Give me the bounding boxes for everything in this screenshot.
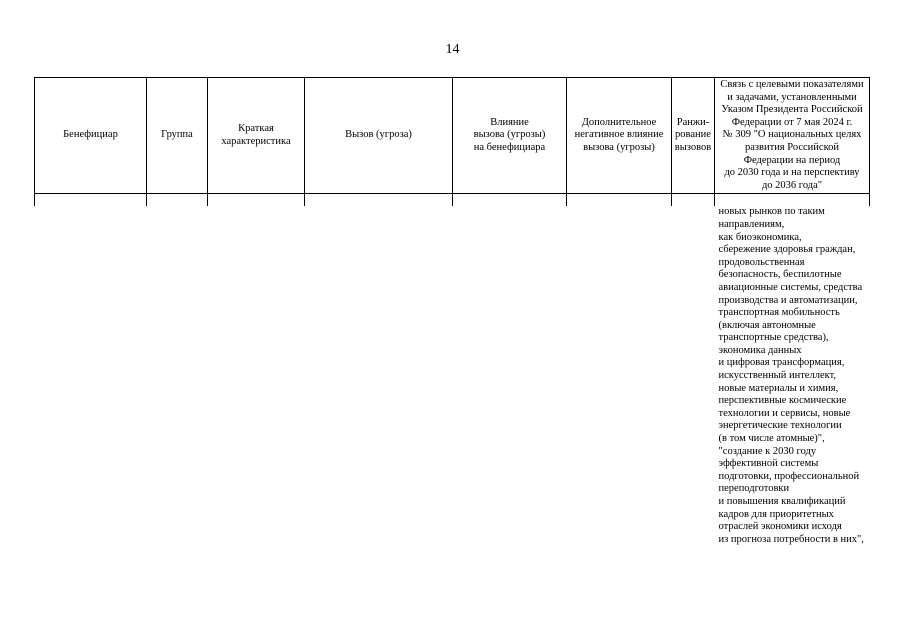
header-short-description: Краткая характеристика <box>208 78 305 194</box>
cell-beneficiary <box>35 206 147 546</box>
cell-ranking <box>672 206 715 546</box>
page-number: 14 <box>445 42 460 57</box>
cell-national-goals-link: новых рынков по таким направлениям, как биоэкономика, сбережение здоровья граждан, продовольственная безопасность, беспилотные авиационные системы, средства производства и автоматизации, транспортная мобильность (включая автономные транспортные средства), экономика данных и цифровая трансформация, искусственный интеллект, новые материалы и химия, перспективные космические технологии и сервисы, новые энергетические технологии (в том числе атомные)", "создание к 2030 году эффективной системы подготовки, профессиональной переподготовки и повышения квалификаций кадров для приоритетных отраслей экономики исходя из прогноза потребности в них", <box>718 206 864 545</box>
header-additional-negative-impact: Дополнительное негативное влияние вызова (угрозы) <box>567 78 672 194</box>
table-header-row <box>35 78 870 194</box>
table-spacer-row <box>35 194 870 207</box>
table-row <box>35 206 870 546</box>
cell-group <box>147 206 208 546</box>
header-beneficiary: Бенефициар <box>35 78 147 194</box>
cell-short-description <box>208 206 305 546</box>
cell-challenge <box>305 206 453 546</box>
header-national-goals-link: Связь с целевыми показателями и задачами, установленными Указом Президента Российской Федерации от 7 мая 2024 г. № 309 "О национальных целях развития Российской Федерации на период до 2030 года и на перспективу до 2036 года" <box>715 78 870 194</box>
header-challenge: Вызов (угроза) <box>305 78 453 194</box>
header-ranking: Ранжи- рование вызовов <box>672 78 715 194</box>
challenges-table <box>34 77 870 546</box>
header-impact-on-beneficiary: Влияние вызова (угрозы) на бенефициара <box>453 78 567 194</box>
cell-impact <box>453 206 567 546</box>
cell-additional-impact <box>567 206 672 546</box>
header-group: Группа <box>147 78 208 194</box>
